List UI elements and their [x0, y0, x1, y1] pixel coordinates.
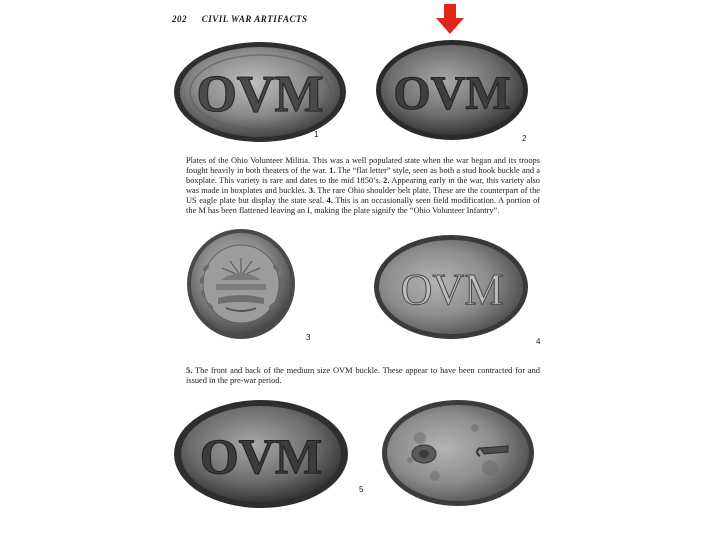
page-number: 202 — [172, 14, 187, 24]
plate-4-label: OVM — [400, 265, 504, 314]
ovm-plate-1 — [172, 40, 348, 144]
figure-number-2: 2 — [522, 134, 527, 143]
ovm-plate-5-front — [172, 398, 350, 510]
running-title: CIVIL WAR ARTIFACTS — [201, 14, 308, 24]
ohio-seal-plate-3 — [186, 228, 296, 340]
plate-1-label: OVM — [196, 66, 324, 123]
plate-2-label: OVM — [393, 67, 511, 120]
caption-plates-1-4: Plates of the Ohio Volunteer Militia. This was a well populated state when the war began and its troops fought heavily in both theaters of the war. 1. The “flat letter” style, seen as both a stud hook buckle and a boxplate. This variety is rare and dates to the mid 1850’s. 2. Appearing early in the war, this variety also was made in boxplates and buckles. 3. The rare Ohio shoulder belt plate. These are the counterpart of the US eagle plate but display the state seal. 4. This is an occasionally seen field modification. A portion of the M has been flattened leaving an I, making the plate signify the “Ohio Volunteer Infantry”. — [186, 156, 540, 215]
figure-number-4: 4 — [536, 337, 541, 346]
plate-5-label: OVM — [199, 428, 323, 484]
ovm-plate-5-back — [380, 398, 536, 508]
caption-plate-5: 5. The front and back of the medium size OVM buckle. These appear to have been contracted for and issued in the pre-war period. — [186, 366, 540, 385]
ovm-plate-2 — [374, 38, 530, 142]
ovm-plate-4 — [372, 234, 530, 340]
figure-number-5: 5 — [359, 485, 364, 494]
running-header — [172, 14, 307, 24]
figure-number-1: 1 — [314, 130, 319, 139]
red-arrow-icon — [436, 4, 464, 34]
figure-number-3: 3 — [306, 333, 311, 342]
